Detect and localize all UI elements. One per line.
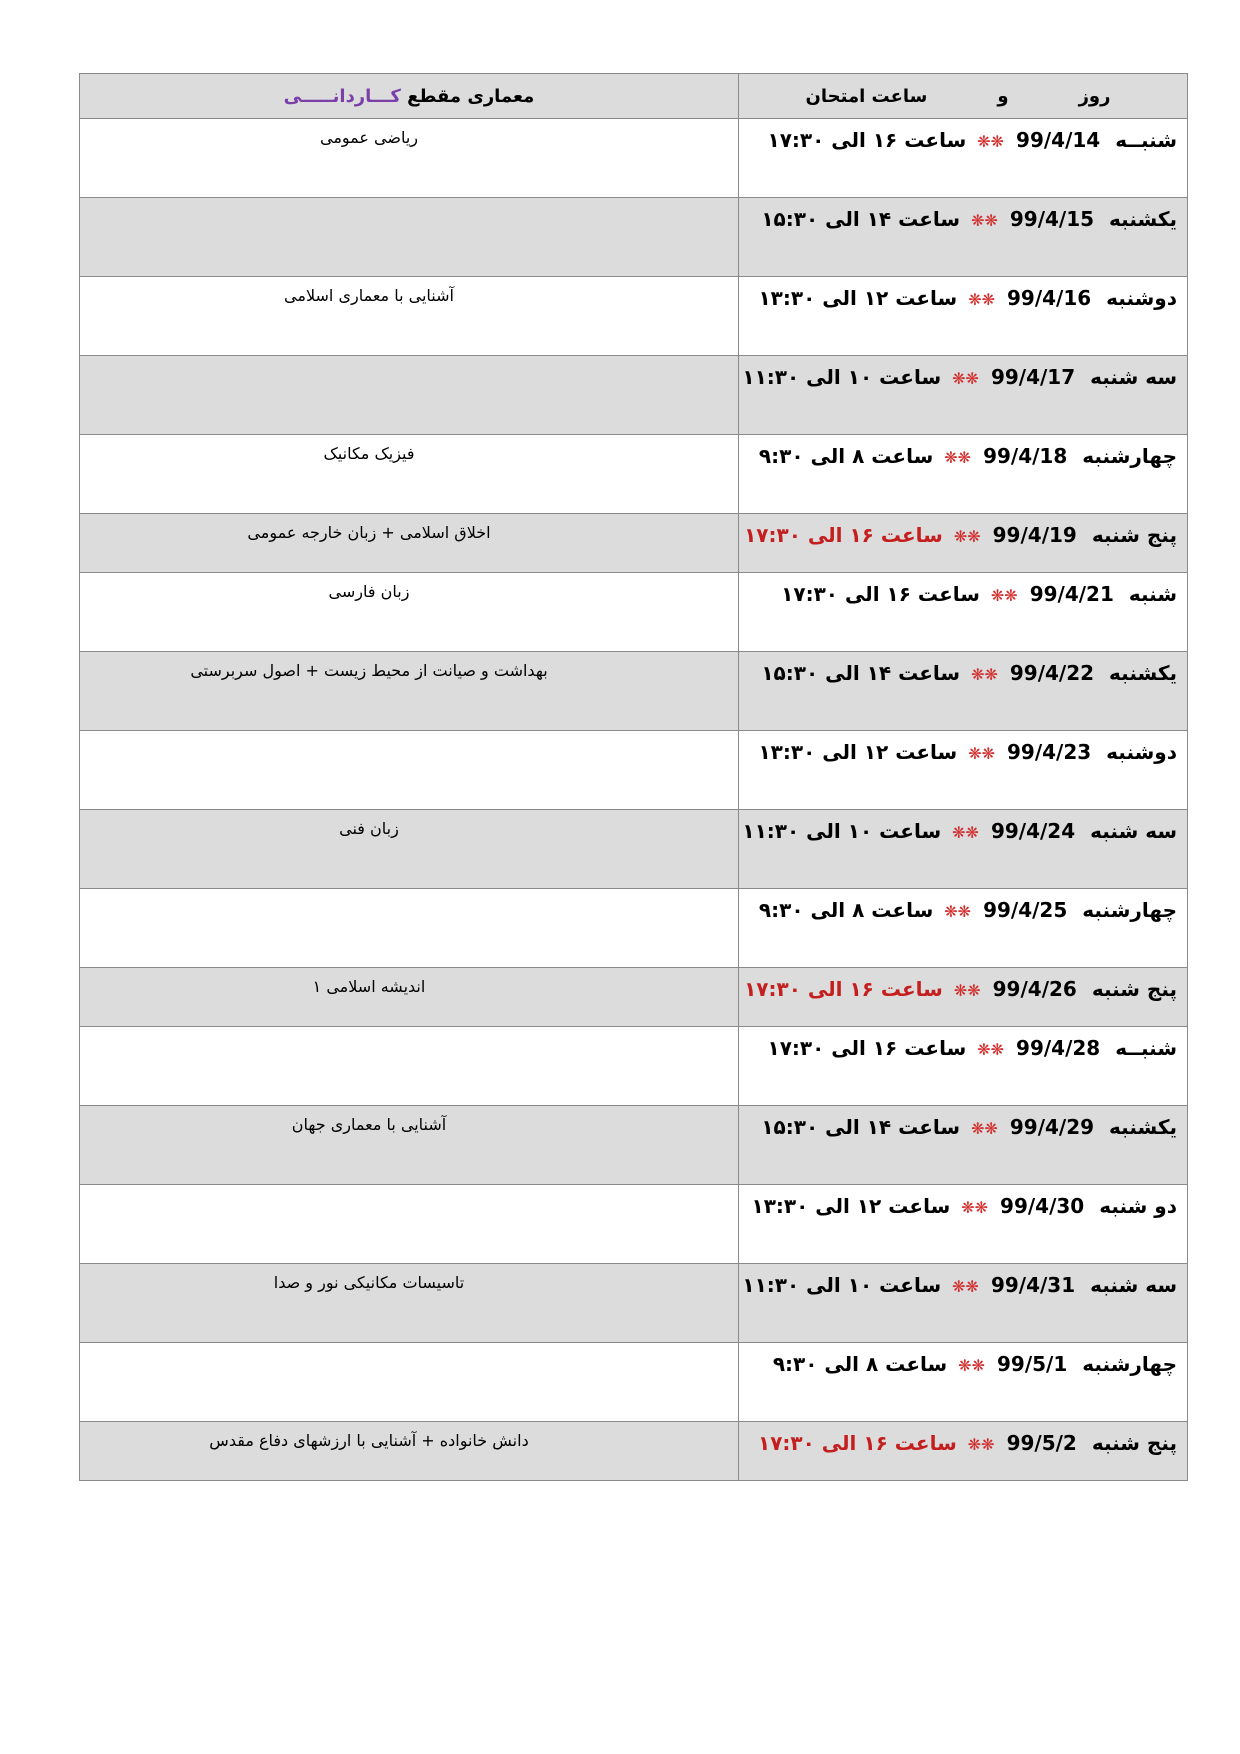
course-cell [80, 731, 739, 810]
exam-date-cell [739, 810, 1188, 889]
exam-date-cell [739, 1027, 1188, 1106]
course-cell [80, 277, 739, 356]
course-cell [80, 573, 739, 652]
separator-icon: ❋❋ [953, 527, 981, 546]
exam-day: شنبــه [1115, 1036, 1177, 1060]
exam-date-cell [739, 573, 1188, 652]
course-name: دانش خانواده + آشنایی با ارزشهای دفاع مقدس [209, 1431, 529, 1450]
course-name [80, 1027, 738, 1036]
table-row [80, 731, 1188, 810]
exam-time: ساعت ۱۶ الی ۱۷:۳۰ [767, 128, 967, 152]
exam-date-line [739, 1106, 1187, 1139]
exam-time: ساعت ۱۶ الی ۱۷:۳۰ [767, 1036, 967, 1060]
course-name [80, 356, 738, 365]
separator-icon: ❋❋ [952, 1277, 979, 1296]
exam-schedule-table [79, 73, 1188, 1481]
table-row [80, 514, 1188, 573]
header-date-time [739, 74, 1188, 119]
table-row [80, 810, 1188, 889]
table-row [80, 1106, 1188, 1185]
exam-date: 99/4/22 [1009, 661, 1095, 685]
header-course-main: معماری مقطع [400, 85, 535, 107]
exam-date-cell [739, 356, 1188, 435]
course-name [80, 1185, 738, 1194]
exam-time: ساعت ۸ الی ۹:۳۰ [772, 1352, 948, 1376]
separator-icon: ❋❋ [971, 1119, 998, 1138]
exam-date: 99/5/1 [996, 1352, 1068, 1376]
exam-date-line [739, 514, 1187, 547]
course-cell [80, 1264, 739, 1343]
course-name [80, 731, 738, 740]
course-cell [80, 1343, 739, 1422]
exam-date-cell [739, 277, 1188, 356]
course-cell [80, 968, 739, 1027]
header-exam-time-word: ساعت امتحان [805, 85, 928, 107]
course-name: زبان فنی [339, 819, 399, 838]
course-name: ریاضی عمومی [319, 128, 419, 147]
exam-time: ساعت ۱۰ الی ۱۱:۳۰ [742, 819, 942, 843]
table-row [80, 1343, 1188, 1422]
exam-date: 99/4/15 [1009, 207, 1095, 231]
course-name [80, 1343, 738, 1352]
exam-time: ساعت ۱۲ الی ۱۳:۳۰ [751, 1194, 951, 1218]
exam-time: ساعت ۱۰ الی ۱۱:۳۰ [742, 365, 942, 389]
separator-icon: ❋❋ [952, 369, 979, 388]
separator-icon: ❋❋ [971, 211, 998, 230]
table-header-row [80, 74, 1188, 119]
course-name: اخلاق اسلامی + زبان خارجه عمومی [247, 523, 491, 542]
exam-time: ساعت ۸ الی ۹:۳۰ [758, 444, 934, 468]
table-row [80, 1422, 1188, 1481]
exam-time: ساعت ۱۲ الی ۱۳:۳۰ [758, 286, 958, 310]
exam-date-line [739, 1027, 1187, 1060]
course-name [80, 198, 738, 207]
course-name: آشنایی با معماری جهان [291, 1115, 447, 1134]
exam-date-cell [739, 1343, 1188, 1422]
exam-date-cell [739, 1185, 1188, 1264]
table-row [80, 435, 1188, 514]
exam-date: 99/4/23 [1007, 740, 1092, 764]
separator-icon: ❋❋ [990, 586, 1018, 605]
exam-time: ساعت ۸ الی ۹:۳۰ [758, 898, 934, 922]
exam-day: شنبــه [1115, 128, 1177, 152]
separator-icon: ❋❋ [952, 823, 979, 842]
course-cell [80, 889, 739, 968]
course-cell [80, 1106, 739, 1185]
exam-date: 99/4/17 [990, 365, 1076, 389]
exam-time: ساعت ۱۶ الی ۱۷:۳۰ [781, 582, 980, 606]
exam-date-cell [739, 731, 1188, 810]
exam-date: 99/4/19 [992, 523, 1077, 547]
table-row [80, 1027, 1188, 1106]
course-cell [80, 1027, 739, 1106]
separator-icon: ❋❋ [944, 448, 972, 467]
exam-day: یکشنبه [1109, 661, 1177, 685]
exam-date-line [739, 810, 1187, 843]
table-row [80, 573, 1188, 652]
exam-day: دوشنبه [1106, 286, 1177, 310]
exam-date-line [739, 119, 1187, 152]
separator-icon: ❋❋ [953, 981, 981, 1000]
exam-time: ساعت ۱۴ الی ۱۵:۳۰ [761, 207, 961, 231]
separator-icon: ❋❋ [977, 1040, 1005, 1059]
exam-date-cell [739, 119, 1188, 198]
separator-icon: ❋❋ [968, 290, 995, 309]
course-cell [80, 119, 739, 198]
course-cell [80, 1185, 739, 1264]
exam-date-cell [739, 1264, 1188, 1343]
exam-date: 99/4/29 [1009, 1115, 1095, 1139]
exam-date-line [739, 1422, 1187, 1455]
table-row [80, 198, 1188, 277]
exam-date-cell [739, 514, 1188, 573]
separator-icon: ❋❋ [967, 1435, 995, 1454]
exam-time: ساعت ۱۶ الی ۱۷:۳۰ [744, 977, 943, 1001]
exam-date-cell [739, 652, 1188, 731]
exam-day: سه شنبه [1090, 365, 1177, 389]
exam-day: چهارشنبه [1082, 898, 1177, 922]
exam-date-line [739, 1343, 1187, 1376]
separator-icon: ❋❋ [977, 132, 1005, 151]
exam-date: 99/4/31 [990, 1273, 1076, 1297]
exam-schedule-sheet [82, 73, 1188, 1481]
exam-time: ساعت ۱۶ الی ۱۷:۳۰ [758, 1431, 957, 1455]
exam-date-cell [739, 1106, 1188, 1185]
table-row [80, 968, 1188, 1027]
exam-day: سه شنبه [1090, 1273, 1177, 1297]
exam-day: سه شنبه [1090, 819, 1177, 843]
exam-date-line [739, 277, 1187, 310]
header-course [80, 74, 739, 119]
separator-icon: ❋❋ [958, 1356, 985, 1375]
exam-date-line [739, 731, 1187, 764]
separator-icon: ❋❋ [968, 744, 995, 763]
table-row [80, 1185, 1188, 1264]
exam-date-line [739, 435, 1187, 468]
exam-day: چهارشنبه [1082, 444, 1177, 468]
separator-icon: ❋❋ [971, 665, 998, 684]
separator-icon: ❋❋ [961, 1198, 989, 1217]
course-cell [80, 1422, 739, 1481]
exam-date-line [739, 652, 1187, 685]
exam-date: 99/4/30 [1000, 1194, 1085, 1218]
header-day-word: روز [1078, 85, 1111, 107]
exam-date-line [739, 1264, 1187, 1297]
course-name: اندیشه اسلامی ۱ [312, 977, 426, 996]
exam-date-line [739, 356, 1187, 389]
course-cell [80, 356, 739, 435]
exam-date: 99/4/26 [992, 977, 1077, 1001]
exam-date: 99/4/16 [1007, 286, 1092, 310]
exam-day: یکشنبه [1109, 207, 1177, 231]
exam-day: شنبه [1128, 582, 1177, 606]
exam-time: ساعت ۱۴ الی ۱۵:۳۰ [761, 661, 961, 685]
exam-date-cell [739, 889, 1188, 968]
table-row [80, 1264, 1188, 1343]
exam-date-line [739, 198, 1187, 231]
course-name: آشنایی با معماری اسلامی [284, 286, 454, 305]
exam-date: 99/4/28 [1016, 1036, 1101, 1060]
exam-day: دوشنبه [1106, 740, 1177, 764]
course-cell [80, 198, 739, 277]
course-name: زبان فارسی [328, 582, 410, 601]
table-row [80, 356, 1188, 435]
course-name [80, 889, 738, 898]
exam-time: ساعت ۱۴ الی ۱۵:۳۰ [761, 1115, 961, 1139]
course-cell [80, 810, 739, 889]
exam-date-line [739, 1185, 1187, 1218]
table-row [80, 277, 1188, 356]
exam-date-cell [739, 435, 1188, 514]
exam-time: ساعت ۱۲ الی ۱۳:۳۰ [758, 740, 958, 764]
course-cell [80, 514, 739, 573]
exam-date-line [739, 573, 1187, 606]
exam-date: 99/5/2 [1006, 1431, 1077, 1455]
exam-date: 99/4/18 [983, 444, 1068, 468]
exam-date-cell [739, 1422, 1188, 1481]
exam-date: 99/4/25 [983, 898, 1068, 922]
exam-day: پنج شنبه [1091, 977, 1177, 1001]
exam-date-line [739, 889, 1187, 922]
course-name: بهداشت و صیانت از محیط زیست + اصول سربرستی [190, 661, 548, 680]
exam-date-cell [739, 198, 1188, 277]
course-name: فیزیک مکانیک [323, 444, 415, 463]
header-and-word: و [997, 85, 1009, 107]
table-row [80, 652, 1188, 731]
exam-date: 99/4/21 [1029, 582, 1114, 606]
exam-date: 99/4/14 [1016, 128, 1101, 152]
exam-time: ساعت ۱۰ الی ۱۱:۳۰ [742, 1273, 942, 1297]
course-cell [80, 435, 739, 514]
table-row [80, 889, 1188, 968]
exam-date-line [739, 968, 1187, 1001]
exam-time: ساعت ۱۶ الی ۱۷:۳۰ [744, 523, 943, 547]
exam-day: چهارشنبه [1082, 1352, 1177, 1376]
exam-day: پنج شنبه [1091, 523, 1177, 547]
course-cell [80, 652, 739, 731]
exam-date-cell [739, 968, 1188, 1027]
exam-day: دو شنبه [1099, 1194, 1177, 1218]
table-row [80, 119, 1188, 198]
course-name: تاسیسات مکانیکی نور و صدا [273, 1273, 465, 1292]
header-course-accent: کـــاردانـــــی [283, 85, 401, 107]
separator-icon: ❋❋ [944, 902, 972, 921]
exam-day: یکشنبه [1109, 1115, 1177, 1139]
exam-day: پنج شنبه [1091, 1431, 1177, 1455]
exam-date: 99/4/24 [990, 819, 1076, 843]
